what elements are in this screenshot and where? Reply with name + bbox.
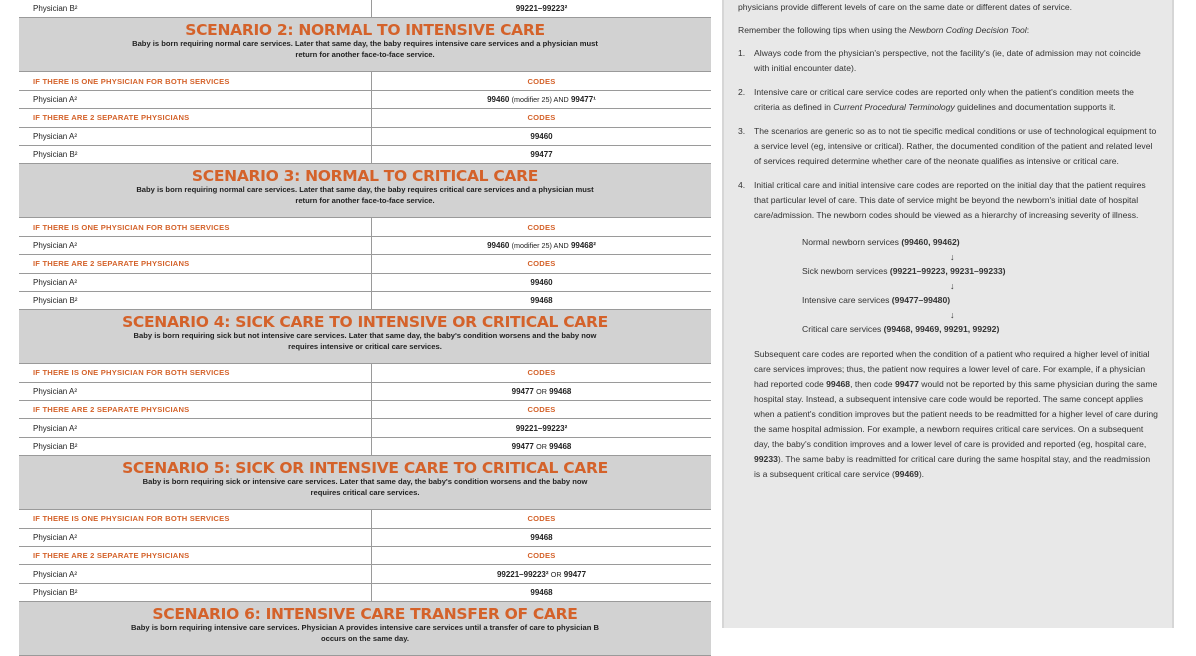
section-header-row bbox=[19, 72, 711, 90]
table-row bbox=[19, 383, 711, 401]
remember-line: Remember the following tips when using the Newborn Coding Decision Tool: bbox=[738, 25, 1030, 35]
code-cell bbox=[372, 533, 711, 542]
code-note: OR bbox=[536, 386, 547, 396]
code-cell bbox=[372, 387, 711, 396]
section-header-row bbox=[19, 401, 711, 419]
code-value: 99468 bbox=[549, 386, 572, 396]
arrow-down-icon: ↓ bbox=[950, 252, 955, 262]
code-value: 99468 bbox=[549, 442, 572, 452]
codes-header: CODES bbox=[527, 76, 556, 86]
section-header-row bbox=[19, 510, 711, 528]
hierarchy-level: Critical care services (99468, 99469, 99291, 99292) bbox=[802, 324, 1000, 334]
codes-header: CODES bbox=[527, 551, 556, 561]
section-header-row bbox=[19, 255, 711, 273]
table-row bbox=[19, 419, 711, 437]
sidebar-intro: physicians provide different levels of care on the same date or different dates of service. bbox=[738, 2, 1073, 12]
code-value: 99460 bbox=[530, 277, 553, 287]
physician-label: Physician B² bbox=[19, 0, 372, 17]
code-value: 99477 bbox=[563, 569, 587, 579]
physician-label: Physician A² bbox=[19, 529, 372, 546]
physician-label: Physician A² bbox=[19, 237, 372, 254]
table-row bbox=[19, 0, 711, 18]
section-header-label: IF THERE IS ONE PHYSICIAN FOR BOTH SERVICES bbox=[19, 218, 372, 235]
table-row bbox=[19, 237, 711, 255]
subsequent-care-paragraph: Subsequent care codes are reported when the condition of a patient who required a higher level of initial care services improves; thus, the patient now requires a lower level of care. For example, if a physician had reported code 99468, then code 99477 would not be reported by this same physician during the same hospital stay. Instead, a subsequent intensive care code would be reported. The same concept applies when a patient's condition improves but the patient needs to be readmitted for a higher level of care during the same hospital admission. For example, a newborn requires critical care services. On a subsequent day, the baby's condition improves and a lower level of care is provided and reported (eg, hospital care, 99233). The same baby is readmitted for critical care during the same hospital stay, and the readmission is a subsequent critical care service (99469). bbox=[754, 349, 1158, 479]
code-note: (modifier 25) AND bbox=[511, 240, 569, 250]
section-header-row bbox=[19, 364, 711, 382]
code-cell bbox=[372, 132, 711, 141]
code-cell bbox=[372, 278, 711, 287]
codes-header: CODES bbox=[527, 405, 556, 415]
section-header-label: IF THERE IS ONE PHYSICIAN FOR BOTH SERVICES bbox=[19, 510, 372, 527]
codes-header: CODES bbox=[527, 222, 556, 232]
scenario-header bbox=[19, 310, 711, 364]
hierarchy-level: Normal newborn services (99460, 99462) bbox=[802, 237, 960, 247]
table-row bbox=[19, 146, 711, 164]
severity-hierarchy bbox=[802, 235, 1158, 337]
scenario-header bbox=[19, 18, 711, 72]
tips-sidebar bbox=[722, 0, 1174, 628]
physician-label: Physician A² bbox=[19, 91, 372, 108]
code-note: OR bbox=[536, 442, 547, 452]
scenario-title: SCENARIO 5: SICK OR INTENSIVE CARE TO CRITICAL CARE bbox=[122, 459, 608, 478]
code-cell bbox=[372, 442, 711, 451]
physician-label: Physician A² bbox=[19, 565, 372, 582]
scenario-header bbox=[19, 164, 711, 218]
code-cell bbox=[372, 95, 711, 104]
section-header-label: IF THERE IS ONE PHYSICIAN FOR BOTH SERVICES bbox=[19, 72, 372, 89]
physician-label: Physician B² bbox=[19, 146, 372, 163]
table-row bbox=[19, 91, 711, 109]
code-value: 99477 bbox=[511, 386, 534, 396]
scenario-description: Baby is born requiring sick but not intensive care services. Later that same day, the baby's condition worsens and the baby now requires intensive or critical care services. bbox=[133, 331, 597, 351]
code-value: 99221–99223² bbox=[515, 4, 568, 14]
physician-label: Physician B² bbox=[19, 584, 372, 601]
code-cell bbox=[372, 296, 711, 305]
codes-header: CODES bbox=[527, 259, 556, 269]
table-row bbox=[19, 292, 711, 310]
code-value: 99221–99223² bbox=[496, 569, 549, 579]
table-row bbox=[19, 584, 711, 602]
scenario-title: SCENARIO 6: INTENSIVE CARE TRANSFER OF CARE bbox=[152, 605, 578, 624]
code-value: 99477 bbox=[511, 442, 534, 452]
table-row bbox=[19, 438, 711, 456]
arrow-down-icon: ↓ bbox=[950, 310, 955, 320]
section-header-row bbox=[19, 547, 711, 565]
scenario-header bbox=[19, 456, 711, 510]
section-header-row bbox=[19, 218, 711, 236]
tip-item: 2. Intensive care or critical care service codes are reported only when the patient's condition meets the criteria as defined in Current Procedural Terminology guidelines and documentation supports it. bbox=[738, 87, 1134, 112]
tip-item: 1. Always code from the physician's perspective, not the facility's (ie, date of admission may not coincide with initial encounter date). bbox=[738, 48, 1141, 73]
code-value: 99468 bbox=[530, 532, 553, 542]
scenario-description: Baby is born requiring normal care services. Later that same day, the baby requires intensive care services and a physician must return for another face-to-face service. bbox=[132, 39, 598, 59]
scenario-description: Baby is born requiring intensive care services. Physician A provides intensive care services until a transfer of care to physician B occurs on the same day. bbox=[131, 623, 599, 643]
code-note: (modifier 25) AND bbox=[511, 94, 569, 104]
section-header-label: IF THERE ARE 2 SEPARATE PHYSICIANS bbox=[19, 109, 372, 126]
physician-label: Physician A² bbox=[19, 419, 372, 436]
code-cell bbox=[372, 150, 711, 159]
code-cell bbox=[372, 241, 711, 250]
table-row bbox=[19, 529, 711, 547]
physician-label: Physician A² bbox=[19, 274, 372, 291]
hierarchy-level: Sick newborn services (99221–99223, 99231–99233) bbox=[802, 266, 1006, 276]
section-header-label: IF THERE ARE 2 SEPARATE PHYSICIANS bbox=[19, 255, 372, 272]
physician-label: Physician B² bbox=[19, 438, 372, 455]
codes-header: CODES bbox=[527, 113, 556, 123]
scenario-description: Baby is born requiring sick or intensive care services. Later that same day, the baby's condition worsens and the baby now requires critical care services. bbox=[142, 477, 588, 497]
table-row bbox=[19, 565, 711, 583]
code-value: 99460 bbox=[487, 240, 510, 250]
physician-label: Physician B² bbox=[19, 292, 372, 309]
code-value: 99477 bbox=[530, 150, 553, 160]
section-header-label: IF THERE ARE 2 SEPARATE PHYSICIANS bbox=[19, 547, 372, 564]
hierarchy-level: Intensive care services (99477–99480) bbox=[802, 295, 951, 305]
code-cell bbox=[372, 588, 711, 597]
codes-header: CODES bbox=[527, 368, 556, 378]
scenario-header bbox=[19, 602, 711, 656]
tip-item: 3. The scenarios are generic so as to not tie specific medical conditions or use of technological equipment to a service level (eg, intensive or critical). Rather, the documented condition of the patient and related level of services required determine whether care of the neonate qualifies as intensive or critical care. bbox=[738, 126, 1157, 166]
scenario-title: SCENARIO 2: NORMAL TO INTENSIVE CARE bbox=[185, 21, 545, 40]
table-row bbox=[19, 128, 711, 146]
section-header-label: IF THERE ARE 2 SEPARATE PHYSICIANS bbox=[19, 401, 372, 418]
code-value: 99460 bbox=[530, 131, 553, 141]
codes-header: CODES bbox=[527, 514, 556, 524]
scenario-title: SCENARIO 3: NORMAL TO CRITICAL CARE bbox=[191, 167, 539, 186]
code-cell bbox=[372, 4, 711, 13]
code-cell bbox=[372, 424, 711, 433]
code-note: OR bbox=[550, 569, 562, 579]
code-value: 99460 bbox=[487, 94, 510, 104]
scenario-description: Baby is born requiring normal care services. Later that same day, the baby requires critical care services and a physician must return for another face-to-face service. bbox=[136, 185, 594, 205]
code-value: 99468² bbox=[570, 240, 596, 250]
code-value: 99468 bbox=[530, 296, 553, 306]
tips-list bbox=[738, 46, 1158, 223]
code-value: 99477¹ bbox=[570, 94, 596, 104]
section-header-row bbox=[19, 109, 711, 127]
arrow-down-icon: ↓ bbox=[950, 281, 955, 291]
physician-label: Physician A² bbox=[19, 383, 372, 400]
code-value: 99468 bbox=[530, 588, 553, 597]
code-cell bbox=[372, 570, 711, 579]
code-value: 99221–99223² bbox=[515, 423, 568, 433]
scenario-title: SCENARIO 4: SICK CARE TO INTENSIVE OR CRITICAL CARE bbox=[122, 313, 608, 332]
physician-label: Physician A² bbox=[19, 128, 372, 145]
table-row bbox=[19, 274, 711, 292]
coding-table bbox=[19, 0, 711, 643]
section-header-label: IF THERE IS ONE PHYSICIAN FOR BOTH SERVICES bbox=[19, 364, 372, 381]
tip-item: 4. Initial critical care and initial intensive care codes are reported on the initial day that the patient requires that particular level of care. This date of service might be beyond the newborn's initial date of hospital care/admission. The newborn codes should be viewed as a hierarchy of increasing severity of illness. bbox=[738, 180, 1146, 220]
